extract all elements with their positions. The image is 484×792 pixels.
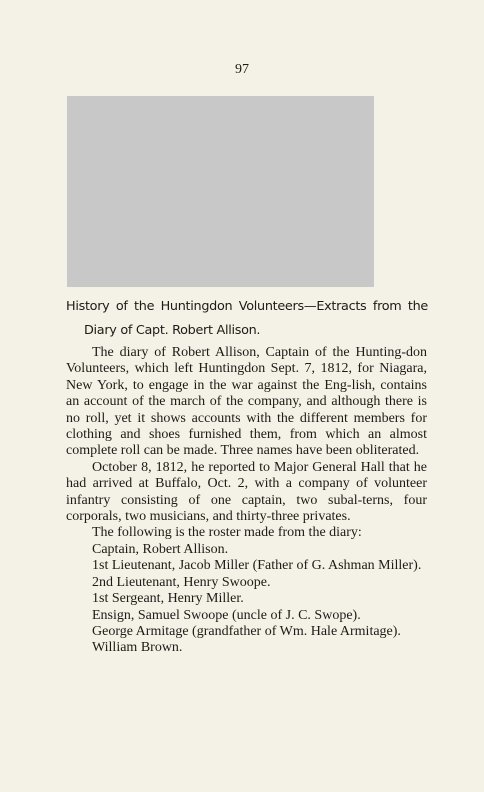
heading-line-1: History of the Huntingdon Volunteers—Extracts from the — [66, 299, 428, 314]
paragraph: October 8, 1812, he reported to Major General Hall that he had arrived at Buffalo, Oct. 2, with a company of volunteer infantry consisting of one captain, two subal-terns, four corporals, two musicians, and thirty-three privates. — [66, 459, 427, 525]
image-placeholder — [67, 96, 374, 287]
article-heading — [66, 295, 428, 342]
roster-item: Captain, Robert Allison. — [92, 541, 229, 557]
article-body — [66, 345, 427, 657]
roster-list — [66, 542, 427, 657]
roster-item: 2nd Lieutenant, Henry Swoope. — [92, 574, 271, 590]
roster-item: George Armitage (grandfather of Wm. Hale Armitage). — [92, 623, 401, 639]
paragraph: The following is the roster made from the diary: — [92, 525, 362, 541]
roster-item: 1st Lieutenant, Jacob Miller (Father of G. Ashman Miller). — [92, 558, 422, 574]
page-number: 97 — [235, 62, 249, 77]
heading-line-2: Diary of Capt. Robert Allison. — [84, 323, 261, 338]
roster-item: Ensign, Samuel Swoope (uncle of J. C. Swope). — [92, 607, 361, 623]
paragraph: The diary of Robert Allison, Captain of the Hunting-don Volunteers, which left Huntingdon Sept. 7, 1812, for Niagara, New York, to engage in the war against the Eng-lish, contains an account of the march of the company, and although there is no roll, yet it shows accounts with the different members for clothing and shoes furnished them, from which an almost complete roll can be made. Three names have been obliterated. — [66, 345, 427, 459]
roster-item: 1st Sergeant, Henry Miller. — [92, 591, 244, 607]
roster-item: William Brown. — [92, 640, 183, 656]
